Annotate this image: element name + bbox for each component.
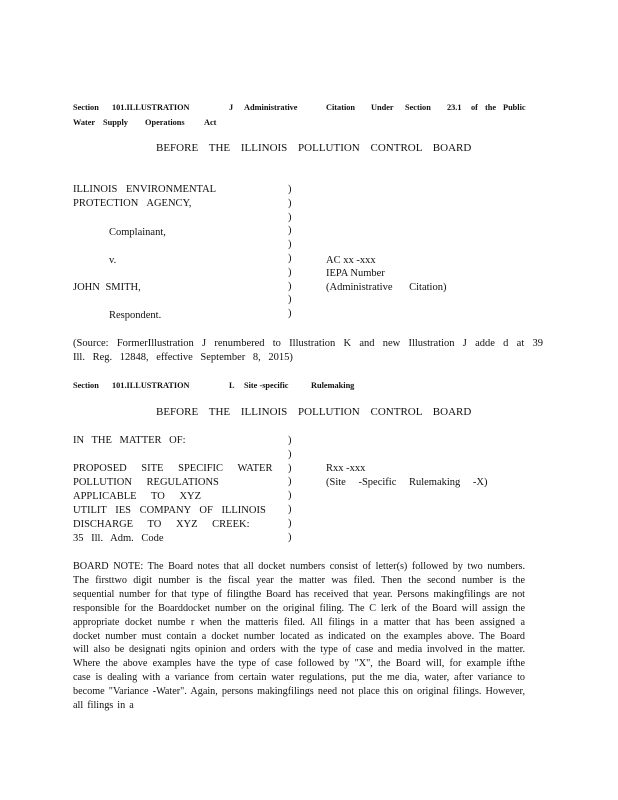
versus-label: v.	[109, 255, 117, 266]
caption-l-parentheses	[288, 434, 292, 544]
paren: )	[288, 531, 292, 543]
caption-l-line1: PROPOSED SITE SPECIFIC WATER	[73, 463, 273, 474]
word: Under	[371, 102, 394, 113]
complainant-label: Complainant,	[109, 227, 166, 238]
respondent-label: Respondent.	[109, 310, 162, 321]
word: Supply	[103, 117, 128, 128]
caption-l-line6: 35 Ill. Adm. Code	[73, 533, 164, 544]
paren: )	[288, 517, 292, 529]
petitioner-line2: PROTECTION AGENCY,	[73, 198, 192, 209]
word: the	[485, 102, 497, 113]
case-type-j-line1: IEPA Number	[326, 268, 385, 279]
respondent-name: JOHN SMITH,	[73, 282, 141, 293]
caption-l-line3: APPLICABLE TO XYZ	[73, 491, 202, 502]
case-number-l: Rxx -xxx	[326, 463, 366, 474]
word: Public	[503, 102, 526, 113]
case-type-j-line2: (Administrative Citation)	[326, 282, 447, 293]
case-number-j: AC xx -xxx	[326, 255, 376, 266]
paren: )	[288, 225, 292, 237]
word: Water	[73, 117, 96, 128]
word: J	[229, 102, 234, 113]
board-note: BOARD NOTE: The Board notes that all docket numbers consist of letter(s) followed by two numbers. The firsttwo digit number is the fiscal year the matter was filed. Then the second number is the sequential number for that type of filingthe Board has received that year. Persons makingfilings are not responsible for the Boarddocket number on the original filing. The C lerk of the Board will assign the appropriate docket numbe r when the matteris filed. All filings in a matter that has been assigned a docket number must contain a docket number located as indicated on the examples above. The Board will also be designati ngits opinion and orders with the type of case and media involved in the matter. Where the above examples have the type of case followed by "X", the Board will, for example ifthe case is dealing with a variance from certain water regulations, put the me dia, water, after variance to become "Variance -Water". Again, persons makingfilings need not place this on original filings. However, all filings in a	[73, 561, 525, 712]
section-j-heading-line1	[73, 103, 526, 112]
paren: )	[288, 239, 292, 251]
board-title-l: BEFORE THE ILLINOIS POLLUTION CONTROL BOARD	[156, 406, 472, 418]
caption-l-line4: UTILIT IES COMPANY OF ILLINOIS	[73, 505, 266, 516]
word: Section	[405, 102, 431, 113]
word: Site -specific	[244, 380, 289, 391]
paren: )	[288, 266, 292, 278]
paren: )	[288, 462, 292, 474]
paren: )	[288, 503, 292, 515]
paren: )	[288, 308, 292, 320]
word: Citation	[326, 102, 356, 113]
word: Section	[73, 102, 99, 113]
paren: )	[288, 184, 292, 195]
word: 101.ILLUSTRATION	[112, 380, 190, 391]
word: 23.1	[447, 102, 462, 113]
caption-j-parentheses	[288, 183, 292, 321]
paren: )	[288, 197, 292, 209]
petitioner-line1: ILLINOIS ENVIRONMENTAL	[73, 184, 217, 195]
paren: )	[288, 448, 292, 460]
paren: )	[288, 490, 292, 502]
paren: )	[288, 211, 292, 223]
paren: )	[288, 435, 292, 446]
source-note: (Source: FormerIllustration J renumbered to Illustration K and new Illustration J adde d at 39 Ill. Reg. 12848, effective September 8, 2015)	[73, 338, 543, 363]
word: Rulemaking	[311, 380, 355, 391]
word: Operations	[145, 117, 185, 128]
paren: )	[288, 476, 292, 488]
section-l-heading	[73, 381, 354, 390]
case-type-l: (Site -Specific Rulemaking -X)	[326, 477, 488, 488]
matter-of-label: IN THE MATTER OF:	[73, 435, 186, 446]
word: of	[471, 102, 478, 113]
paren: )	[288, 280, 292, 292]
paren: )	[288, 294, 292, 306]
section-j-heading-line2	[73, 118, 216, 127]
word: L	[229, 380, 235, 391]
word: Section	[73, 380, 99, 391]
word: 101.ILLUSTRATION	[112, 102, 190, 113]
word: Administrative	[244, 102, 298, 113]
paren: )	[288, 252, 292, 264]
board-title-j: BEFORE THE ILLINOIS POLLUTION CONTROL BOARD	[156, 142, 472, 154]
caption-l-line2: POLLUTION REGULATIONS	[73, 477, 219, 488]
caption-l-line5: DISCHARGE TO XYZ CREEK:	[73, 519, 250, 530]
word: Act	[204, 117, 217, 128]
